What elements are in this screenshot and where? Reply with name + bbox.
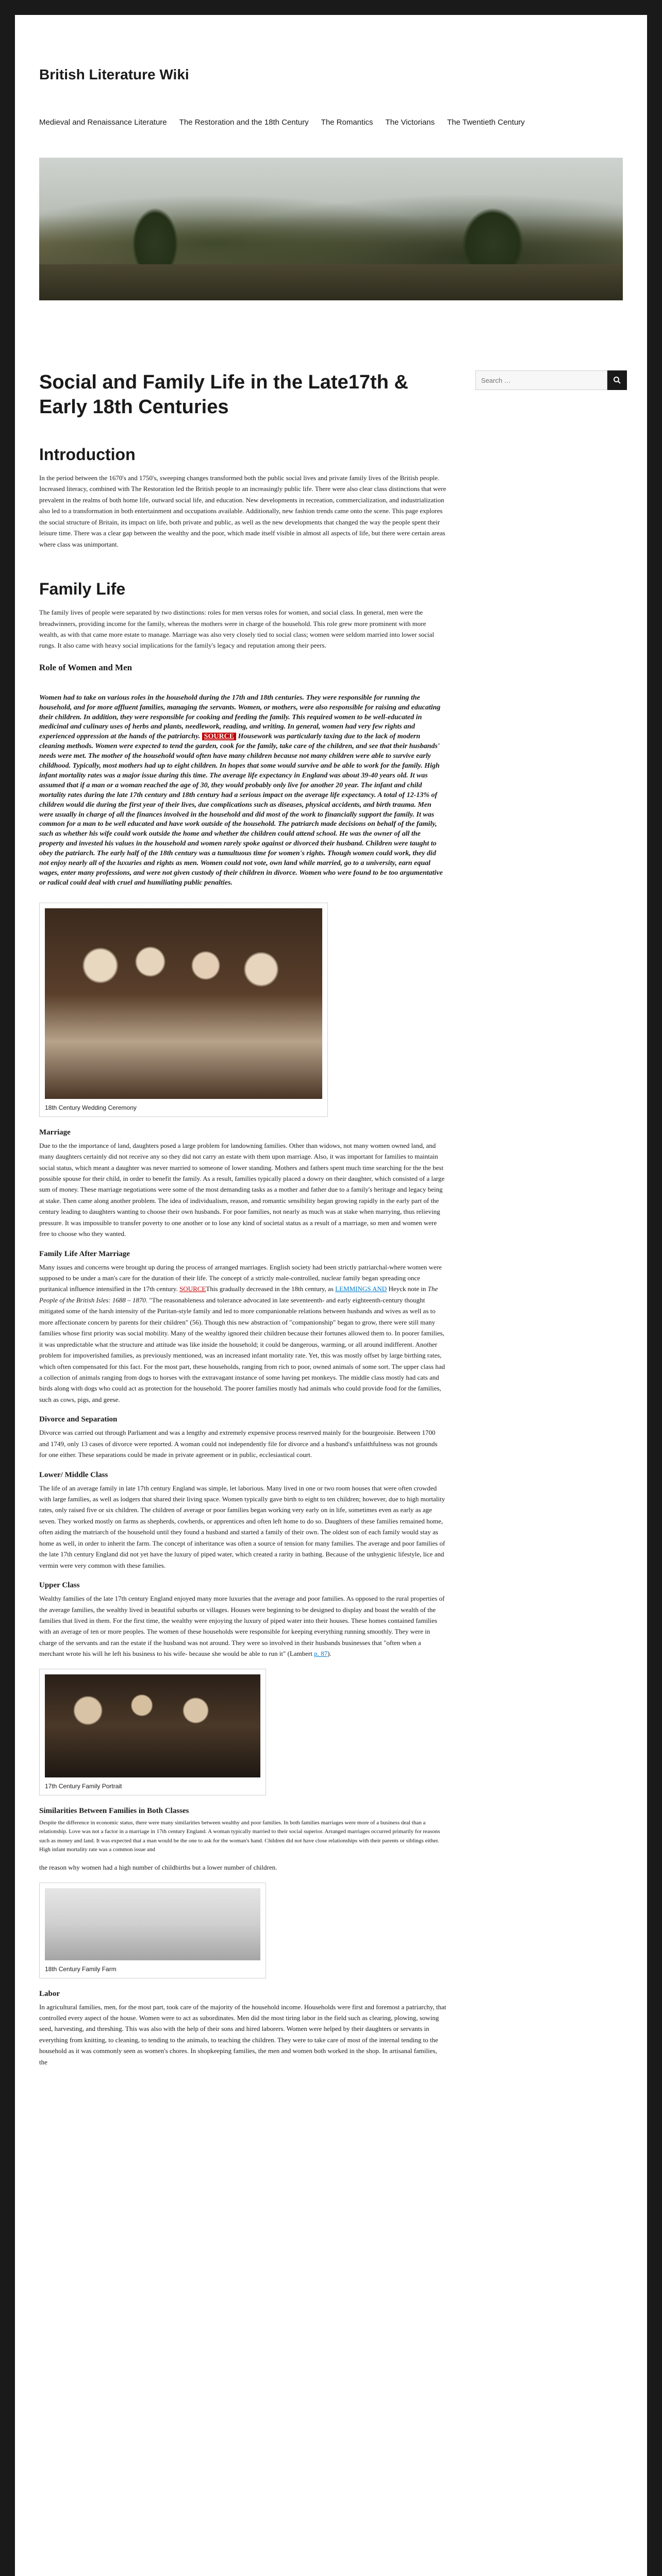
similarities-text: Despite the difference in economic status, there were many similarities between wealthy and poor families. In both families marriages were more of a business deal than a relationship. Love was not a factor in a marriage in 17th century England. A woman typically married to their social superior. Arranged marriages occurred primarily for reasons such as money and land. It was expected that a man would be the one to ask for the woman's hand. Children did not have close relationships with their parents or siblings either. High infant mortality rate was a common issue and	[39, 1819, 440, 1853]
source-link[interactable]: SOURCE	[202, 733, 236, 740]
labor-heading: Labor	[39, 1989, 60, 1998]
article	[39, 370, 446, 2077]
upper-class-paragraph	[39, 1593, 446, 1659]
figure-caption: 18th Century Wedding Ceremony	[45, 1104, 137, 1111]
figure-caption: 18th Century Family Farm	[45, 1965, 117, 1973]
family-farm-figure	[39, 1883, 266, 1978]
roles-text-2: Housework was particularly taxing due to the lack of modern cleaning methods. Women were expected to tend the garden, cook for the family, take care of the children, and see that their husbands' needs were met. The mother of the household would often have many children because not many children were able to survive early childhood. Typically, most mothers had up to eight children. In hopes that some would survive and be able to work for the family. High infant mortality rates was a major issue during this time. The average life expectancy in England was about 39-40 years old. It was assumed that if a man or a woman reached the age of 30, they would probably only live for another 20 year. The infant and child mortality rates during the late 17th century and 18th century had a serious impact on the average life expectancy. A total of 12-13% of children would die during the first year of their lives, due complications such as diseases, physical accidents, and birth trauma. Men were usually in charge of all the finances involved in the household and did most of the work to financially support the family. It was common for a man to be well educated and have work outside of the household. The patriarch made decisions on behalf of the family, such as whether his wife could work outside the home and whether the children could attend school. He was the owner of all the property and invested his values in the household and women rarely spoke against or divorced their husband. Children were taught to obey the patriarch. The early half of the 18th century was a tumultuous time for women's rights. Though women could work, they did not enjoy nearly all of the luxuries and rights as men. Women could not vote, own land while married, go to a university, earn equal wages, enter many professions, and were not given custody of their children in divorce. Women who were found to be too argumentative or radical could deal with cruel and humiliating public penalties.	[39, 733, 443, 887]
book-title: The People of the British Isles: 1688 – 1870	[39, 1285, 438, 1304]
upper-text-2: ).	[327, 1650, 332, 1658]
search-form	[475, 370, 627, 390]
after-text-1: Many issues and concerns were brought up during the process of arranged marriages. English society had been strictly patriarchal-where women were supposed to be under a man's care for the duration of their life. The concept of a strictly male-controlled, nuclear family began spreading once puritanical influence intensified in the 17th century.	[39, 1263, 442, 1293]
nav-item-restoration[interactable]: The Restoration and the 18th Century	[179, 118, 309, 127]
family-life-heading: Family Life	[39, 580, 126, 599]
page	[15, 15, 647, 2576]
nav-item-victorians[interactable]: The Victorians	[385, 118, 435, 127]
main-nav	[39, 118, 525, 127]
figure-caption: 17th Century Family Portrait	[45, 1782, 122, 1790]
roles-heading: Role of Women and Men	[39, 662, 133, 672]
header-landscape-image	[39, 158, 623, 300]
roles-text-1: Women had to take on various roles in the household during the 17th and 18th centuries. They were responsible for running the household, and for more affluent families, managing the servants. Women, or mothers, were also responsible for raising and educating their children. In addition, they were responsible for cooking and feeding the family. This required women to be well-educated in medicinal and culinary uses of herbs and plants, needlework, reading, and writing. In general, women had very few rights and experienced oppression at the hands of the patriarchy.	[39, 693, 441, 741]
upper-class-heading: Upper Class	[39, 1581, 80, 1590]
after-text-2: This gradually decreased in the 18th century, as	[206, 1285, 334, 1293]
after-text-3: Heyck note in	[388, 1285, 426, 1293]
marriage-paragraph: Due to the the importance of land, daughters posed a large problem for landowning families. Other than widows, not many women owned land, and many daughters certainly did not receive any so they did not carry an estate with them upon marriage. Also, it was important for families to maintain social status, which meant a daughter was never married to someone of lower standing. Mothers and fathers spent much time searching for the the best possible spouse for their child, in order to benefit the family. As a result, families typically placed a dowry on their daughter, which consisted of a large sum of money. These marriage negotiations were some of the most demanding tasks as a mother and father due to a family's heritage and legacy being at stake. Then came along another problem. The idea of individualism, reason, and romantic sensibility began growing rapidly in the early part of the century leading to daughters wanting to choose their own husbands. For poor families, not nearly as much was at stake when marrying, thus relieving pressure. It was impossible to transfer poverty to one another or to lose any kind of societal status as a result of a marriage, so men and women were free to choose who they wanted.	[39, 1141, 445, 1238]
roles-paragraph	[39, 693, 446, 888]
wedding-ceremony-image	[45, 908, 322, 1099]
divorce-heading: Divorce and Separation	[39, 1415, 118, 1424]
search-icon	[613, 376, 621, 384]
intro-paragraph: In the period between the 1670's and 1750's, sweeping changes transformed both the public social lives and private family lives of the British people. Increased literacy, combined with The Restoration led the British people to an increasingly public life. There were also clear class distinctions that were prevalent in the realms of both home life, outward social life, and education. New developments in recreation, commercialization, and industrialization also led to a transformation in both entertainment and occupations available. Additionally, new fashion trends came onto the scene. This page explores the social structure of Britain, its impact on life, both private and public, as well as the new developments that changed the way the people spent their leisure time. There was a clear gap between the wealthy and the poor, which made itself visible in almost all aspects of life, but there were certain areas where class was unimportant.	[39, 474, 446, 548]
similarities-heading: Similarities Between Families in Both Classes	[39, 1806, 189, 1815]
wedding-figure	[39, 903, 328, 1117]
intro-heading: Introduction	[39, 445, 136, 464]
family-intro-paragraph: The family lives of people were separated by two distinctions: roles for men versus roles for women, and social class. In general, men were the breadwinners, providing income for the family, whereas the mothers were in charge of the household. This role grew more prominent with more wealth, as with that came more estate to manage. Marriage was also very closely tied to social class; women were seldom married into lower social rungs. It also came with heavy social implications for the family's legacy and reputation among their peers.	[39, 608, 435, 650]
lower-class-heading: Lower/ Middle Class	[39, 1470, 108, 1479]
labor-paragraph: In agricultural families, men, for the most part, took care of the majority of the household income. Households were first and foremost a patriarchy, that controlled every aspect of the house. Women were to act as subordinates. Men did the most tiring labor in the field such as clearing, plowing, sowing seed, harvesting, and threshing. This was also with the help of their sons and hired laborers. Women were helped by their daughters or servants in everything from knitting, to cleaning, to tending to the animals, to teaching the children. They were to take care of most of the internal tending to the household as it was commonly seen as women's chores. In shopkeeping families, the men and women both worked in the shop. In artisanal families, the	[39, 2003, 446, 2066]
nav-item-romantics[interactable]: The Romantics	[321, 118, 373, 127]
nav-item-twentieth[interactable]: The Twentieth Century	[447, 118, 525, 127]
family-portrait-figure	[39, 1669, 266, 1795]
source-link[interactable]: SOURCE	[179, 1285, 206, 1293]
similarities-paragraph: the reason why women had a high number of childbirths but a lower number of children.	[39, 1863, 277, 1872]
family-portrait-image	[45, 1674, 260, 1777]
after-marriage-heading: Family Life After Marriage	[39, 1249, 130, 1258]
lemmings-link[interactable]: LEMMINGS AND	[335, 1285, 387, 1293]
nav-item-medieval[interactable]: Medieval and Renaissance Literature	[39, 118, 167, 127]
hero-ground	[39, 264, 623, 300]
after-marriage-paragraph	[39, 1262, 446, 1405]
article-title: Social and Family Life in the Late17th & Early 18th Centuries	[39, 371, 408, 418]
search-button[interactable]	[607, 370, 627, 390]
lower-class-paragraph: The life of an average family in late 17th century England was simple, let laborious. Many lived in one or two room houses that were often crowded with large families, as well as lodgers that shared their living space. Women typically gave birth to eight to ten children; however, due to high mortality rates, only raised five or six children. The children of average or poor families began working very early on in life, sometimes even as early as age seven. They worked mostly on farms as shepherds, cowherds, or apprentices and often left home to do so. Daughters of these families remained home, often aiding the matriarch of the household until they found a husband and started a family of their own. The oldest son of each family would stay as home as well, in order to inherit the farm. The concept of inheritance was often a source of tension for many families. The average and poor families of the late 17th century England did not yet have the luxury of piped water, which created a rarity in bathing. Because of the unhygienic lifestyle, lice and vermin were very common with these families.	[39, 1484, 445, 1569]
upper-text-1: Wealthy families of the late 17th century England enjoyed many more luxuries that the average and poor families. As opposed to the rural properties of the average families, the wealthy lived in beautiful suburbs or villages. Houses were beginning to be designed to display and boast the wealth of the families that lived in them. For the first time, the wealthy were enjoying the luxury of piped water into their houses. These homes contained families with an average of ten or more peoples. The women of these households were responsible for keeping everything running smoothly. They were in charge of the servants and ran the estate if the husband was not around. They were so involved in their husbands businesses that "often when a merchant wrote his will he left his business to his wife- because she would be able to run it" (Lambert	[39, 1595, 445, 1658]
after-text-4: . "The reasonableness and tolerance advocated in late seventeenth- and early eighteenth-century thought mitigated some of the harsh intensity of the Puritan-style family and led to more companionable relations between husbands and wives as well as to more affectionate concern by parents for their children" (56). Though this new abstraction of "companionship" began to grow, there were still many families whose first priority was social mobility. Many of the wealthy ignored their children because their fortunes allowed them to. In poorer families, it was unpredictable what the structure and attitude was like inside the household; it could be dangerous, warming, or all around indifferent. Another problem for impoverished families, as previously mentioned, was an increased infant mortality rate. Yet, this was mostly offset by large birthing rates, which often compensated for this fact. For the most part, these households, ranging from rich to poor, owned animals of some sort. The upper class had a collection of animals ranging from dogs to horses with the extravagant instance of some having pet monkeys. The middle class mostly had cats and birds along with dogs who could act as protection for the household. The poorer families mostly had animals who could provide food for the families, such as cows, pigs, and geese.	[39, 1296, 445, 1403]
site-title[interactable]: British Literature Wiki	[39, 66, 189, 82]
divorce-paragraph: Divorce was carried out through Parliament and was a lengthy and extremely expensive process reserved mainly for the bourgeoisie. Between 1700 and 1749, only 13 cases of divorce were reported. A woman could not independently file for divorce and a husband's unfaithfulness was not grounds for one either. These separations could be made in private agreement or in public, ecclesiastical court.	[39, 1429, 438, 1459]
marriage-heading: Marriage	[39, 1128, 71, 1137]
page-ref-link[interactable]: p. 87	[314, 1650, 328, 1658]
search-input[interactable]	[475, 370, 607, 390]
family-farm-image	[45, 1888, 260, 1960]
